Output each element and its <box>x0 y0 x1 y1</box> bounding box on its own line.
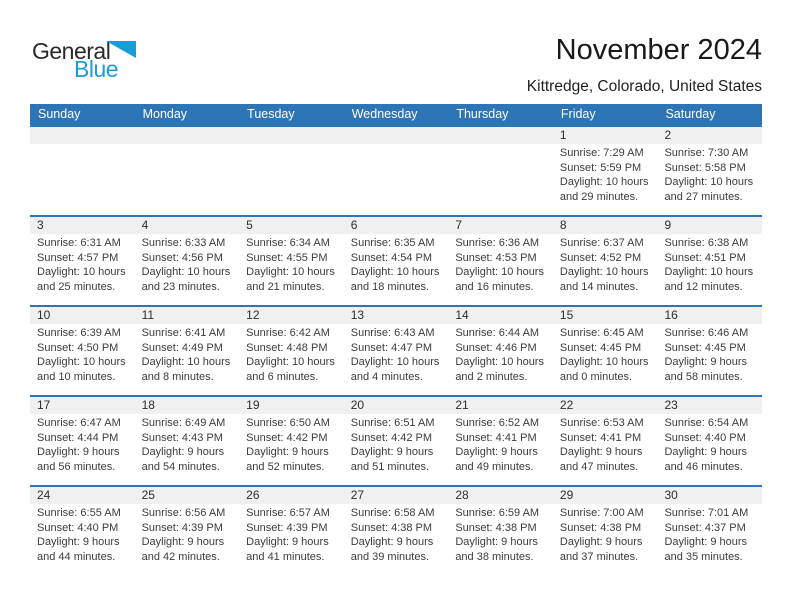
day-number: 9 <box>657 217 762 234</box>
calendar-body <box>30 125 762 575</box>
week-row <box>30 215 762 305</box>
detail-line: Sunset: 4:56 PM <box>141 251 223 264</box>
day-number: 20 <box>344 397 449 414</box>
day-number <box>344 127 449 144</box>
day-cell-16 <box>657 307 762 395</box>
detail-line: and 46 minutes. <box>664 460 743 473</box>
detail-line: Sunset: 4:38 PM <box>350 521 433 534</box>
day-number: 7 <box>448 217 553 234</box>
detail-line: Sunrise: 6:56 AM <box>141 507 226 519</box>
detail-line: Daylight: 9 hours <box>455 536 538 549</box>
week-row <box>30 305 762 395</box>
day-cell-25 <box>135 487 240 575</box>
detail-line: Sunset: 4:45 PM <box>559 341 642 354</box>
detail-line: and 44 minutes. <box>37 550 116 563</box>
day-cell-15 <box>553 307 658 395</box>
day-cell-13 <box>344 307 449 395</box>
detail-line: Sunrise: 6:34 AM <box>246 237 330 249</box>
detail-line: Daylight: 9 hours <box>455 446 538 459</box>
detail-line: Sunset: 4:57 PM <box>37 251 119 264</box>
day-cell-empty <box>30 127 135 215</box>
detail-line: and 27 minutes. <box>664 190 743 203</box>
detail-line: and 42 minutes. <box>141 550 220 563</box>
day-number: 14 <box>448 307 553 324</box>
detail-line: Sunrise: 6:37 AM <box>559 237 644 249</box>
detail-line: and 23 minutes. <box>141 280 220 293</box>
day-details <box>239 234 344 294</box>
detail-line: Sunset: 4:44 PM <box>37 431 119 444</box>
detail-line: Sunrise: 7:00 AM <box>559 507 644 519</box>
day-number: 27 <box>344 487 449 504</box>
detail-line: Sunset: 5:59 PM <box>559 161 642 174</box>
detail-line: and 10 minutes. <box>37 370 116 383</box>
day-cell-11 <box>135 307 240 395</box>
detail-line: and 47 minutes. <box>559 460 639 473</box>
day-cell-3 <box>30 217 135 305</box>
week-row <box>30 125 762 215</box>
day-number: 15 <box>553 307 658 324</box>
detail-line: and 8 minutes. <box>141 370 214 383</box>
day-number <box>135 127 240 144</box>
week-row <box>30 395 762 485</box>
detail-line: Sunset: 4:49 PM <box>141 341 223 354</box>
weekday-header-row <box>30 104 762 125</box>
day-number: 24 <box>30 487 135 504</box>
detail-line: Sunrise: 6:44 AM <box>455 327 540 339</box>
day-number: 29 <box>553 487 658 504</box>
day-details <box>344 504 449 564</box>
day-cell-12 <box>239 307 344 395</box>
detail-line: Sunset: 4:52 PM <box>559 251 642 264</box>
day-number: 18 <box>135 397 240 414</box>
day-number: 5 <box>239 217 344 234</box>
day-details <box>657 504 762 564</box>
day-number: 12 <box>239 307 344 324</box>
detail-line: and 49 minutes. <box>455 460 534 473</box>
day-details <box>657 324 762 384</box>
detail-line: Daylight: 9 hours <box>350 536 434 549</box>
detail-line: and 51 minutes. <box>350 460 430 473</box>
day-number: 25 <box>135 487 240 504</box>
general-blue-logo <box>32 38 152 86</box>
day-cell-empty <box>344 127 449 215</box>
detail-line: Sunrise: 6:47 AM <box>37 417 121 429</box>
day-details <box>135 234 240 294</box>
detail-line: Sunrise: 6:36 AM <box>455 237 540 249</box>
detail-line: Daylight: 9 hours <box>141 446 225 459</box>
detail-line: and 35 minutes. <box>664 550 743 563</box>
detail-line: and 39 minutes. <box>350 550 430 563</box>
detail-line: Sunrise: 6:46 AM <box>664 327 749 339</box>
detail-line: and 56 minutes. <box>37 460 116 473</box>
detail-line: Sunrise: 6:57 AM <box>246 507 330 519</box>
day-details <box>30 504 135 564</box>
detail-line: and 58 minutes. <box>664 370 743 383</box>
detail-line: and 18 minutes. <box>350 280 430 293</box>
day-number: 8 <box>553 217 658 234</box>
detail-line: Sunset: 4:39 PM <box>246 521 328 534</box>
detail-line: Sunrise: 7:01 AM <box>664 507 749 519</box>
detail-line: Sunrise: 6:58 AM <box>350 507 435 519</box>
detail-line: and 0 minutes. <box>559 370 633 383</box>
day-number: 26 <box>239 487 344 504</box>
detail-line: Daylight: 10 hours <box>350 266 440 279</box>
page-subtitle: Kittredge, Colorado, United States <box>526 78 762 95</box>
day-number: 6 <box>344 217 449 234</box>
day-number <box>448 127 553 144</box>
day-number <box>30 127 135 144</box>
day-number: 11 <box>135 307 240 324</box>
detail-line: Daylight: 9 hours <box>246 446 329 459</box>
detail-line: Sunset: 4:38 PM <box>559 521 642 534</box>
detail-line: Sunset: 4:40 PM <box>664 431 746 444</box>
logo-text-general: General <box>32 38 111 64</box>
day-cell-9 <box>657 217 762 305</box>
week-row <box>30 485 762 575</box>
page-title: November 2024 <box>555 34 762 66</box>
day-details <box>657 234 762 294</box>
day-number: 28 <box>448 487 553 504</box>
detail-line: Sunrise: 6:33 AM <box>141 237 226 249</box>
detail-line: Daylight: 10 hours <box>664 266 754 279</box>
day-details <box>239 324 344 384</box>
detail-line: Sunset: 5:58 PM <box>664 161 746 174</box>
day-number: 30 <box>657 487 762 504</box>
detail-line: Daylight: 9 hours <box>664 446 748 459</box>
day-cell-empty <box>239 127 344 215</box>
day-header-sunday: Sunday <box>38 107 81 121</box>
day-header-monday: Monday <box>142 107 188 121</box>
day-details <box>553 324 658 384</box>
day-header-saturday: Saturday <box>665 107 716 121</box>
day-number: 2 <box>657 127 762 144</box>
day-number: 23 <box>657 397 762 414</box>
day-cell-30 <box>657 487 762 575</box>
detail-line: Sunset: 4:38 PM <box>455 521 537 534</box>
detail-line: Sunrise: 6:42 AM <box>246 327 330 339</box>
day-details <box>448 324 553 384</box>
detail-line: Daylight: 10 hours <box>559 266 649 279</box>
day-details <box>657 414 762 474</box>
detail-line: Daylight: 9 hours <box>664 356 748 369</box>
day-details <box>239 504 344 564</box>
day-details <box>30 234 135 294</box>
detail-line: and 6 minutes. <box>246 370 319 383</box>
day-details <box>239 414 344 474</box>
day-number: 16 <box>657 307 762 324</box>
detail-line: Daylight: 10 hours <box>559 356 649 369</box>
day-header-thursday: Thursday <box>456 107 509 121</box>
detail-line: and 37 minutes. <box>559 550 639 563</box>
detail-line: Sunrise: 6:52 AM <box>455 417 540 429</box>
detail-line: and 52 minutes. <box>246 460 325 473</box>
detail-line: and 2 minutes. <box>455 370 528 383</box>
detail-line: Sunrise: 7:30 AM <box>664 147 749 159</box>
detail-line: Sunset: 4:41 PM <box>455 431 537 444</box>
day-cell-4 <box>135 217 240 305</box>
day-cell-2 <box>657 127 762 215</box>
day-details <box>135 324 240 384</box>
detail-line: Sunset: 4:41 PM <box>559 431 642 444</box>
detail-line: Daylight: 10 hours <box>141 356 231 369</box>
day-cell-20 <box>344 397 449 485</box>
day-cell-14 <box>448 307 553 395</box>
detail-line: Sunset: 4:50 PM <box>37 341 119 354</box>
day-details <box>135 504 240 564</box>
detail-line: and 29 minutes. <box>559 190 639 203</box>
day-details <box>553 144 658 204</box>
day-cell-10 <box>30 307 135 395</box>
detail-line: Sunset: 4:46 PM <box>455 341 537 354</box>
day-details <box>344 324 449 384</box>
day-cell-19 <box>239 397 344 485</box>
detail-line: and 16 minutes. <box>455 280 534 293</box>
day-cell-24 <box>30 487 135 575</box>
detail-line: Sunrise: 6:49 AM <box>141 417 226 429</box>
detail-line: Sunrise: 6:45 AM <box>559 327 644 339</box>
detail-line: Sunset: 4:51 PM <box>664 251 746 264</box>
calendar-table <box>30 104 762 575</box>
day-cell-5 <box>239 217 344 305</box>
day-cell-1 <box>553 127 658 215</box>
detail-line: Sunrise: 6:35 AM <box>350 237 435 249</box>
detail-line: and 21 minutes. <box>246 280 325 293</box>
detail-line: Daylight: 10 hours <box>559 176 649 189</box>
day-cell-23 <box>657 397 762 485</box>
day-details <box>448 234 553 294</box>
detail-line: Daylight: 10 hours <box>246 356 335 369</box>
day-details <box>448 504 553 564</box>
detail-line: and 25 minutes. <box>37 280 116 293</box>
detail-line: Sunrise: 6:31 AM <box>37 237 121 249</box>
day-details <box>135 414 240 474</box>
day-cell-8 <box>553 217 658 305</box>
day-details <box>30 324 135 384</box>
detail-line: Daylight: 10 hours <box>141 266 231 279</box>
detail-line: and 4 minutes. <box>350 370 423 383</box>
day-cell-26 <box>239 487 344 575</box>
day-details <box>344 234 449 294</box>
day-header-friday: Friday <box>560 107 596 121</box>
day-number <box>239 127 344 144</box>
detail-line: Sunrise: 6:41 AM <box>141 327 226 339</box>
day-cell-17 <box>30 397 135 485</box>
day-cell-6 <box>344 217 449 305</box>
day-cell-29 <box>553 487 658 575</box>
detail-line: Sunrise: 7:29 AM <box>559 147 644 159</box>
day-number: 1 <box>553 127 658 144</box>
detail-line: Sunset: 4:48 PM <box>246 341 328 354</box>
detail-line: Sunset: 4:53 PM <box>455 251 537 264</box>
detail-line: Sunset: 4:43 PM <box>141 431 223 444</box>
detail-line: and 38 minutes. <box>455 550 534 563</box>
detail-line: Daylight: 10 hours <box>350 356 440 369</box>
detail-line: Daylight: 10 hours <box>37 266 126 279</box>
logo-text-blue: Blue <box>74 56 119 82</box>
day-number: 4 <box>135 217 240 234</box>
detail-line: Sunset: 4:37 PM <box>664 521 746 534</box>
day-cell-empty <box>135 127 240 215</box>
detail-line: Daylight: 9 hours <box>559 446 643 459</box>
detail-line: Daylight: 10 hours <box>664 176 754 189</box>
detail-line: Daylight: 9 hours <box>246 536 329 549</box>
detail-line: Sunset: 4:40 PM <box>37 521 119 534</box>
day-cell-7 <box>448 217 553 305</box>
detail-line: Sunset: 4:45 PM <box>664 341 746 354</box>
day-number: 10 <box>30 307 135 324</box>
detail-line: and 54 minutes. <box>141 460 220 473</box>
detail-line: Daylight: 10 hours <box>37 356 126 369</box>
day-number: 13 <box>344 307 449 324</box>
detail-line: Sunrise: 6:55 AM <box>37 507 121 519</box>
day-details <box>553 414 658 474</box>
detail-line: and 41 minutes. <box>246 550 325 563</box>
detail-line: and 14 minutes. <box>559 280 639 293</box>
detail-line: Daylight: 10 hours <box>455 356 544 369</box>
detail-line: Sunset: 4:54 PM <box>350 251 433 264</box>
detail-line: Daylight: 9 hours <box>37 446 120 459</box>
detail-line: Daylight: 10 hours <box>455 266 544 279</box>
detail-line: Sunrise: 6:43 AM <box>350 327 435 339</box>
detail-line: Sunset: 4:42 PM <box>246 431 328 444</box>
day-details <box>344 414 449 474</box>
day-number: 19 <box>239 397 344 414</box>
detail-line: Sunrise: 6:53 AM <box>559 417 644 429</box>
detail-line: Daylight: 9 hours <box>141 536 225 549</box>
day-header-tuesday: Tuesday <box>247 107 295 121</box>
day-cell-21 <box>448 397 553 485</box>
detail-line: Sunset: 4:39 PM <box>141 521 223 534</box>
day-details <box>657 144 762 204</box>
detail-line: Daylight: 9 hours <box>37 536 120 549</box>
detail-line: Daylight: 9 hours <box>350 446 434 459</box>
day-details <box>553 504 658 564</box>
day-number: 3 <box>30 217 135 234</box>
day-cell-18 <box>135 397 240 485</box>
day-number: 21 <box>448 397 553 414</box>
day-number: 17 <box>30 397 135 414</box>
day-cell-empty <box>448 127 553 215</box>
day-details <box>448 414 553 474</box>
day-cell-27 <box>344 487 449 575</box>
detail-line: Daylight: 10 hours <box>246 266 335 279</box>
day-details <box>553 234 658 294</box>
detail-line: Sunrise: 6:50 AM <box>246 417 330 429</box>
detail-line: Daylight: 9 hours <box>664 536 748 549</box>
day-number: 22 <box>553 397 658 414</box>
detail-line: Sunset: 4:47 PM <box>350 341 433 354</box>
detail-line: Sunset: 4:42 PM <box>350 431 433 444</box>
detail-line: Sunrise: 6:54 AM <box>664 417 749 429</box>
detail-line: Daylight: 9 hours <box>559 536 643 549</box>
detail-line: Sunrise: 6:39 AM <box>37 327 121 339</box>
day-header-wednesday: Wednesday <box>351 107 418 121</box>
day-cell-28 <box>448 487 553 575</box>
detail-line: Sunrise: 6:59 AM <box>455 507 540 519</box>
day-details <box>30 414 135 474</box>
detail-line: Sunrise: 6:51 AM <box>350 417 435 429</box>
detail-line: Sunrise: 6:38 AM <box>664 237 749 249</box>
detail-line: and 12 minutes. <box>664 280 743 293</box>
detail-line: Sunset: 4:55 PM <box>246 251 328 264</box>
day-cell-22 <box>553 397 658 485</box>
